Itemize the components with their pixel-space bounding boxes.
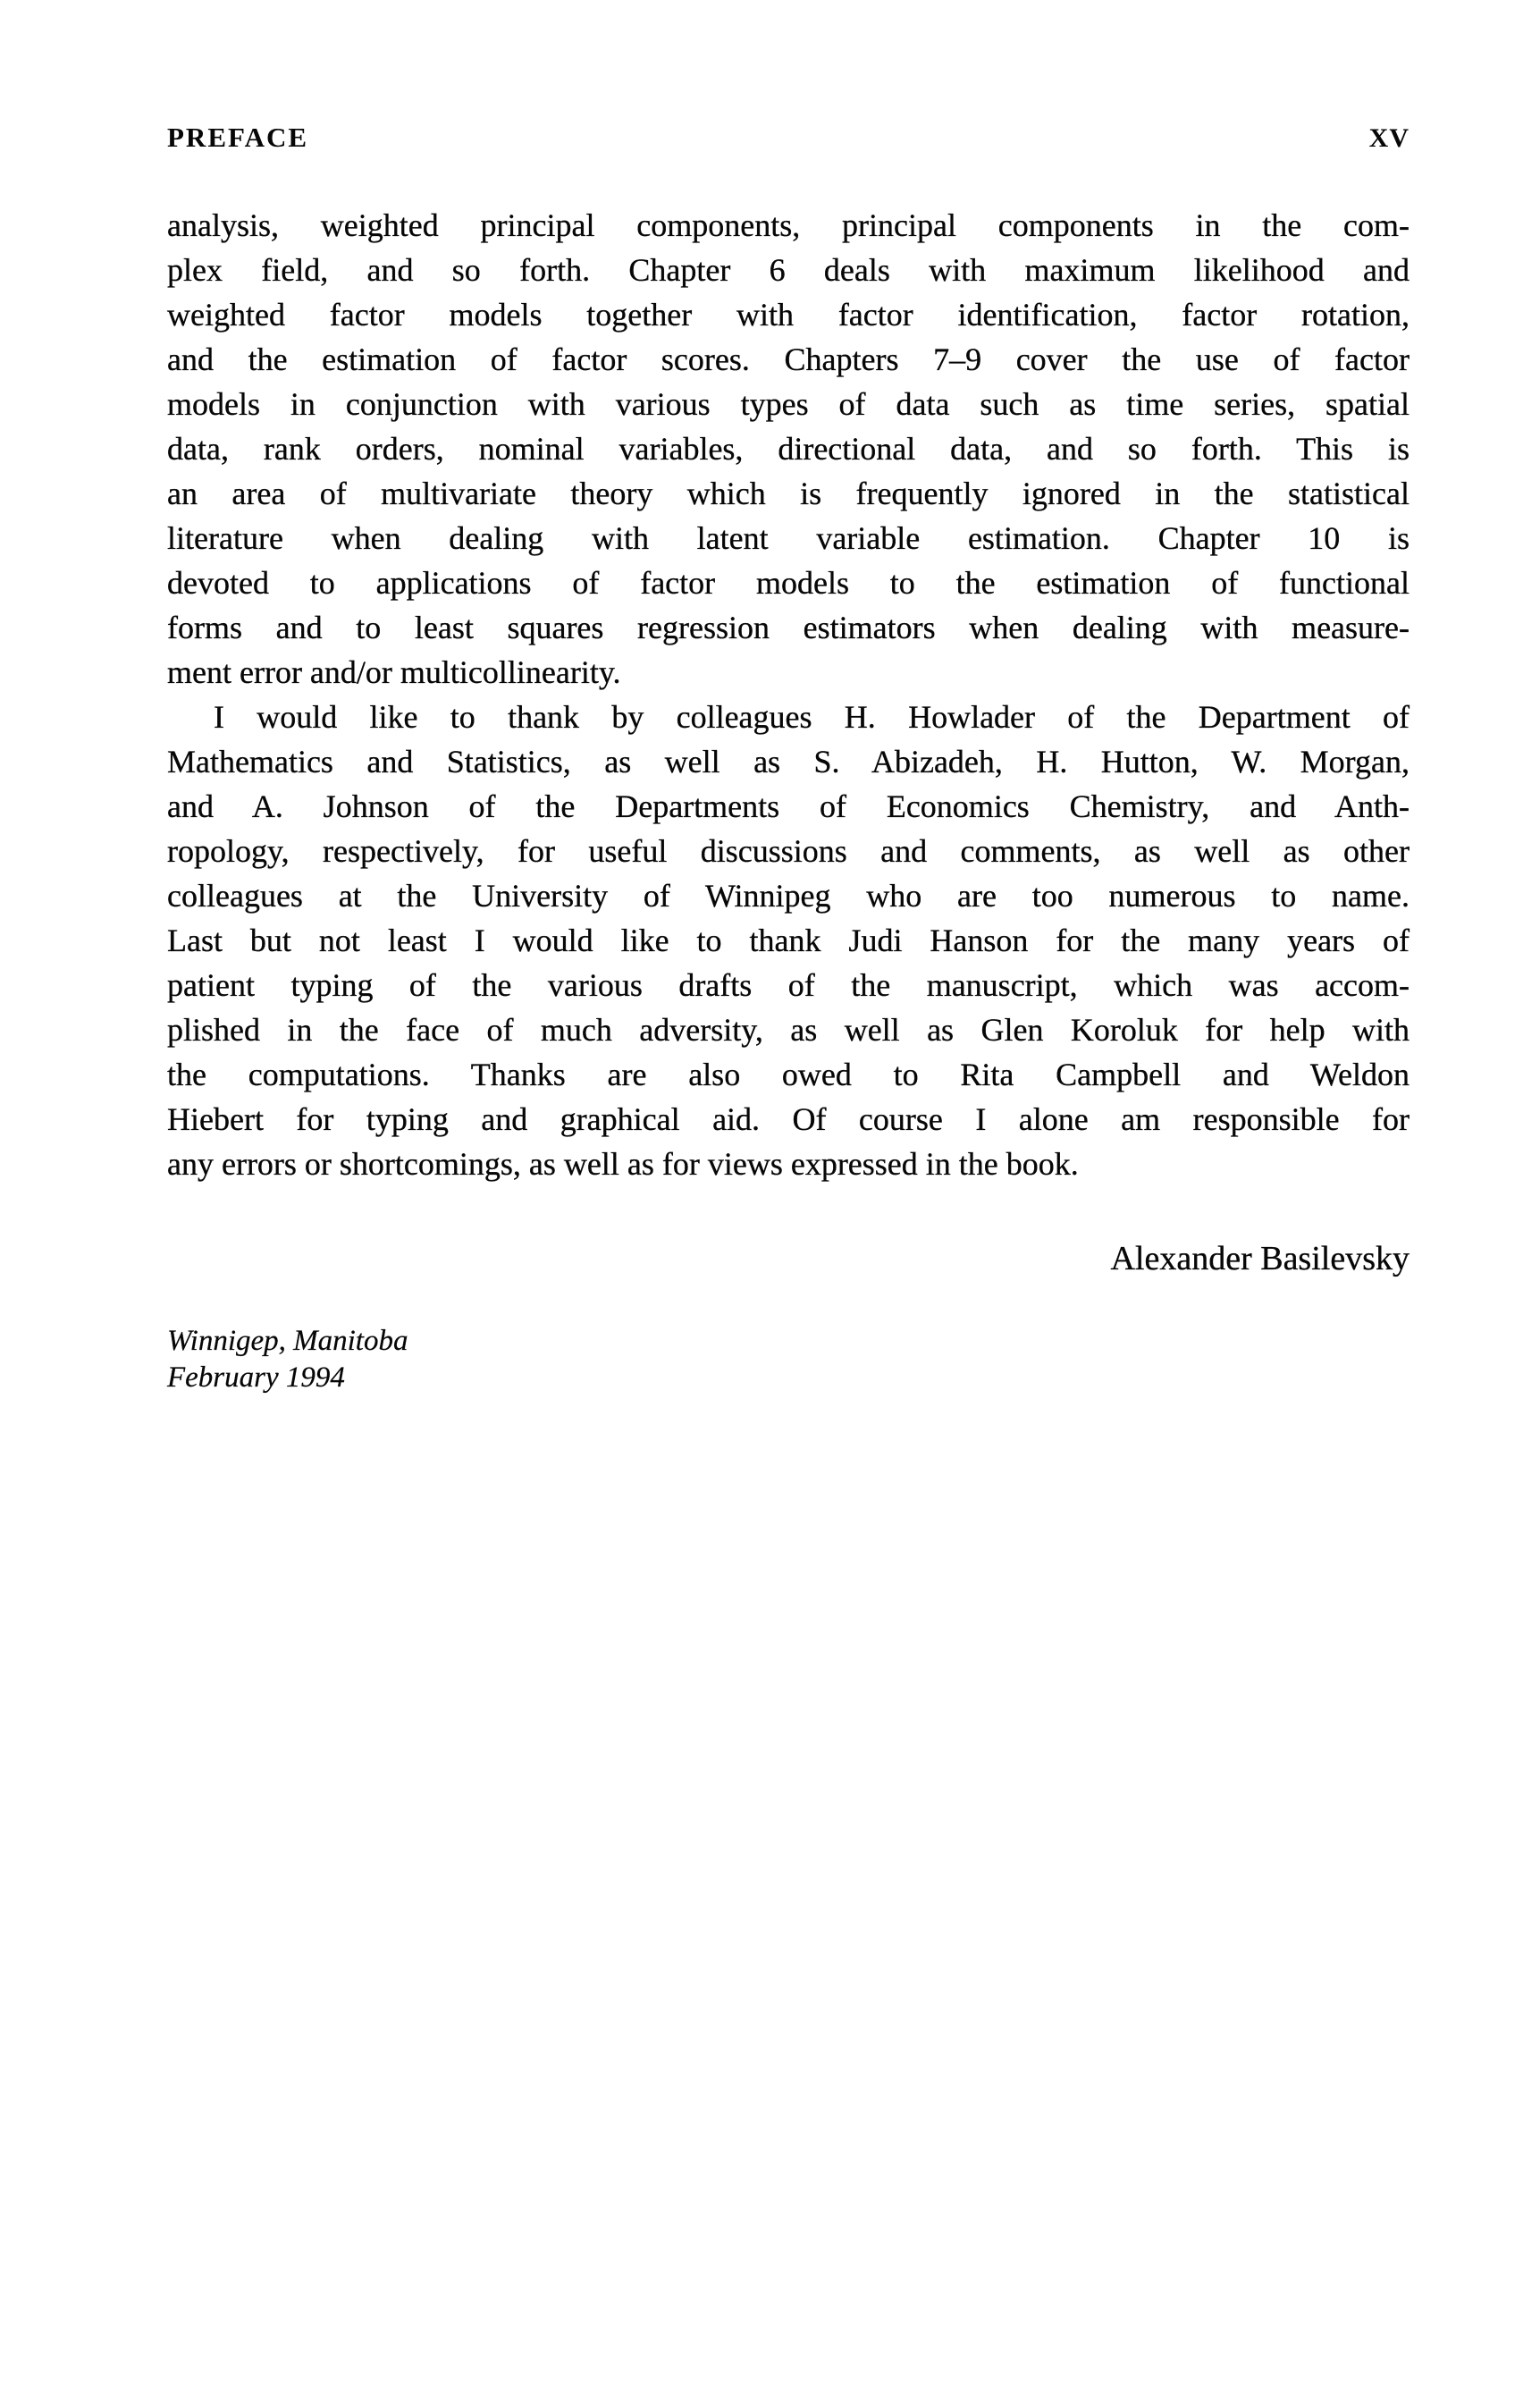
preface-paragraph-1 [167, 203, 1410, 695]
imprint-block [167, 1323, 408, 1396]
text-line: the computations. Thanks are also owed to Rita Campbell and Weldon [167, 1057, 1410, 1092]
text-line: analysis, weighted principal components, principal components in the com- [167, 207, 1410, 243]
text-line: literature when dealing with latent variable estimation. Chapter 10 is [167, 520, 1410, 556]
text-line: ment error and/or multicollinearity. [167, 654, 621, 690]
text-line: an area of multivariate theory which is frequently ignored in the statistical [167, 476, 1410, 511]
running-head-title: PREFACE [167, 122, 309, 153]
text-line: Hiebert for typing and graphical aid. Of course I alone am responsible for [167, 1101, 1410, 1137]
page-number: XV [1368, 123, 1410, 153]
author-signature: Alexander Basilevsky [1110, 1240, 1410, 1277]
text-line: data, rank orders, nominal variables, directional data, and so forth. This is [167, 431, 1410, 467]
preface-body [167, 203, 1410, 1186]
text-line: and A. Johnson of the Departments of Economics Chemistry, and Anth- [167, 788, 1410, 824]
text-line: Last but not least I would like to thank Judi Hanson for the many years of [167, 923, 1410, 958]
text-line: and the estimation of factor scores. Chapters 7–9 cover the use of factor [167, 341, 1410, 377]
text-line: colleagues at the University of Winnipeg who are too numerous to name. [167, 878, 1410, 914]
text-line: Mathematics and Statistics, as well as S. Abizadeh, H. Hutton, W. Morgan, [167, 744, 1410, 780]
text-line: plex field, and so forth. Chapter 6 deals with maximum likelihood and [167, 252, 1410, 288]
text-line: plished in the face of much adversity, as well as Glen Koroluk for help with [167, 1012, 1410, 1048]
text-line: patient typing of the various drafts of the manuscript, which was accom- [167, 967, 1410, 1003]
text-line: any errors or shortcomings, as well as for views expressed in the book. [167, 1146, 1079, 1182]
text-line: models in conjunction with various types of data such as time series, spatial [167, 386, 1410, 422]
running-head [167, 122, 1410, 154]
text-line: weighted factor models together with factor identification, factor rotation, [167, 297, 1410, 333]
text-line: forms and to least squares regression estimators when dealing with measure- [167, 610, 1410, 645]
imprint-date: February 1994 [167, 1361, 345, 1394]
preface-paragraph-2 [167, 695, 1410, 1186]
imprint-place: Winnigep, Manitoba [167, 1325, 408, 1357]
text-line: I would like to thank by colleagues H. Howlader of the Department of [214, 699, 1410, 735]
text-line: ropology, respectively, for useful discussions and comments, as well as other [167, 833, 1410, 869]
text-line: devoted to applications of factor models to the estimation of functional [167, 565, 1410, 601]
